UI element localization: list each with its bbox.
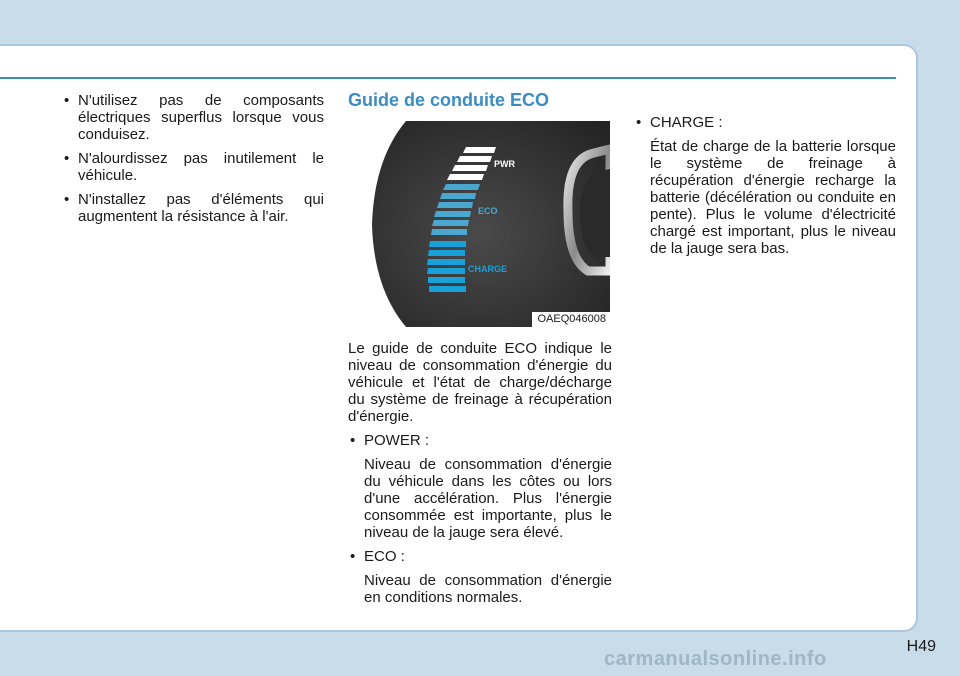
bullet-text: N'alourdissez pas inutilement le véhicule.	[78, 150, 324, 184]
section-title: Guide de conduite ECO	[348, 90, 550, 110]
figure-code: OAEQ046008	[532, 312, 611, 327]
bullet-dot: •	[350, 432, 356, 449]
bullet-text: N'installez pas d'éléments qui augmentent la résistance à l'air.	[78, 191, 324, 225]
bullet-item	[62, 150, 324, 184]
intro-paragraph: Le guide de conduite ECO indique le niveau de consommation d'énergie du véhicule et l'état de charge/décharge du système de freinage à récupération d'énergie.	[348, 340, 612, 425]
item-eco-description: Niveau de consommation d'énergie en conditions normales.	[364, 572, 612, 606]
bullet-dot: •	[64, 150, 70, 167]
gauge-label-eco: ECO	[478, 206, 498, 216]
item-power-label	[348, 432, 612, 449]
bullet-dot: •	[350, 548, 356, 565]
item-label: ECO :	[364, 548, 405, 565]
middle-column	[348, 92, 612, 613]
bullet-dot: •	[636, 114, 642, 131]
right-column	[634, 114, 896, 264]
item-charge-label	[634, 114, 896, 131]
item-label: CHARGE :	[650, 114, 723, 131]
item-label: POWER :	[364, 432, 430, 449]
bullet-dot: •	[64, 92, 70, 109]
bullet-item	[62, 92, 324, 143]
gauge-label-pwr: PWR	[494, 159, 515, 169]
gauge-label-charge: CHARGE	[468, 264, 508, 274]
eco-gauge-figure	[348, 121, 610, 327]
watermark: carmanualsonline.info	[604, 648, 827, 670]
item-power-description: Niveau de consommation d'énergie du véhicule dans les côtes ou lors d'une accélération. Plus l'énergie consommée est importante, plus le niveau de la jauge sera élevé.	[364, 456, 612, 541]
bullet-dot: •	[64, 191, 70, 208]
item-charge-description: État de charge de la batterie lorsque le système de freinage à récupération d'énergie recharge la batterie (décélération ou conduite en pente). Plus le volume d'électricité chargé est important, plus le niveau de la jauge sera bas.	[650, 138, 896, 257]
eco-gauge-illustration	[348, 121, 610, 327]
left-column	[62, 92, 324, 232]
item-eco-label	[348, 548, 612, 565]
bullet-text: N'utilisez pas de composants électriques superflus lorsque vous conduisez.	[78, 92, 324, 143]
page-number: H49	[906, 638, 936, 655]
bullet-item	[62, 191, 324, 225]
header-rule	[0, 77, 896, 79]
